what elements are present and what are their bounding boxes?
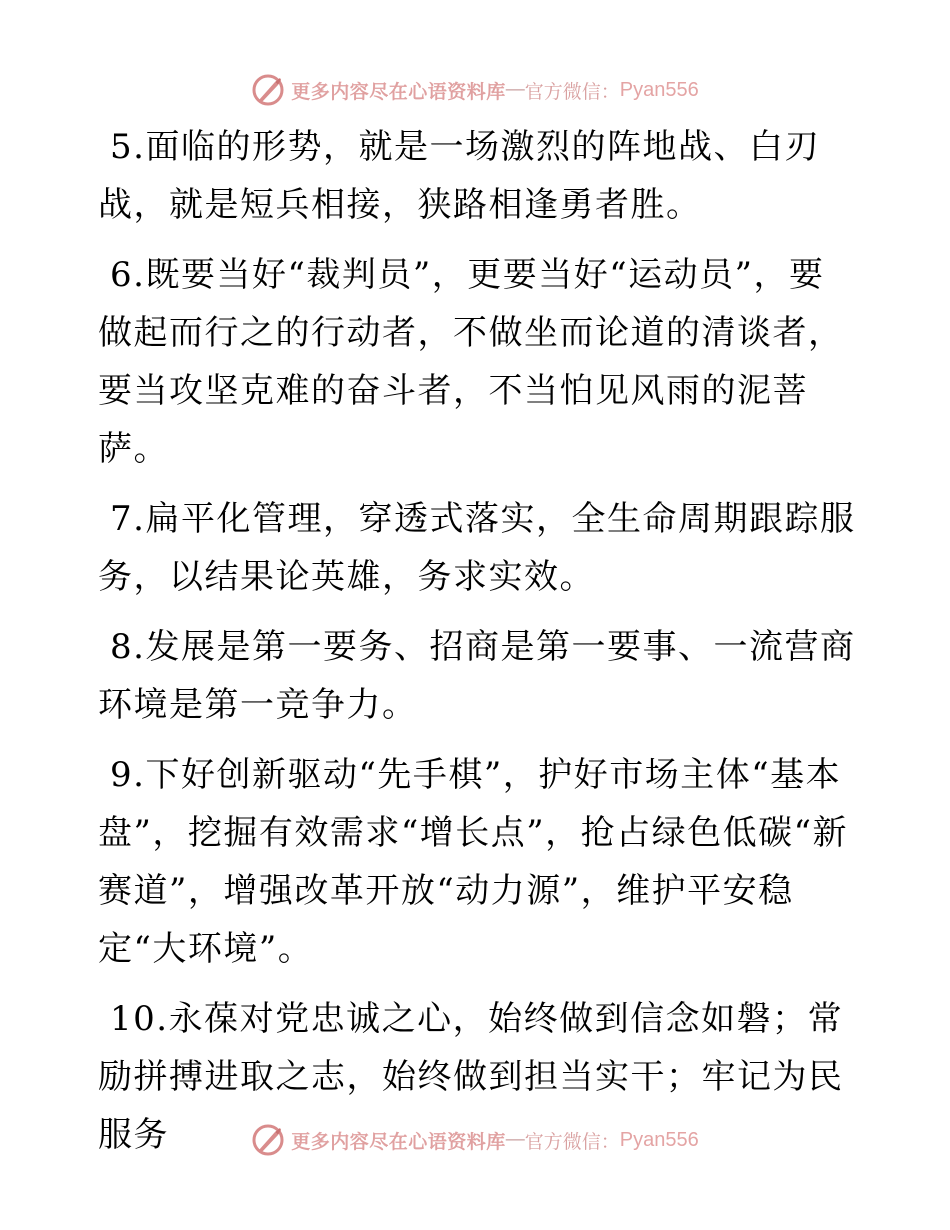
footer-watermark [0,1120,950,1160]
quill-pen-icon [251,73,285,107]
list-item: 6.既要当好“裁判员”，更要当好“运动员”，要做起而行之的行动者，不做坐而论道的清谈者，要当攻坚克难的奋斗者，不当怕见风雨的泥菩萨。 [98,255,844,469]
watermark-wechat-id: Pyan556 [619,78,699,101]
watermark-separator: — [505,1129,525,1150]
watermark-brand: 更多内容尽在心语资料库 [291,1130,506,1153]
list-item: 9.下好创新驱动“先手棋”，护好市场主体“基本盘”，挖掘有效需求“增长点”，抢占绿色低碳“新赛道”，增强改革开放“动力源”，维护平安稳定“大环境”。 [98,755,849,969]
list-item: 7.扁平化管理，穿透式落实，全生命周期跟踪服务，以结果论英雄，务求实效。 [98,499,856,597]
watermark-wechat-label: 官方微信： [524,80,620,103]
watermark-wechat-id: Pyan556 [619,1128,699,1151]
watermark-separator: — [505,79,525,100]
document-body [98,118,858,1176]
quill-pen-icon [251,1123,285,1157]
watermark-brand: 更多内容尽在心语资料库 [291,80,506,103]
list-item: 8.发展是第一要务、招商是第一要事、一流营商环境是第一竞争力。 [98,627,856,725]
header-watermark [0,70,950,110]
list-item: 10.永葆对党忠诚之心，始终做到信念如磐；常励拼搏进取之志，始终做到担当实干；牢记为民服务 [98,999,844,1155]
watermark-wechat-label: 官方微信： [524,1130,620,1153]
list-item: 5.面临的形势，就是一场激烈的阵地战、白刃战，就是短兵相接，狭路相逢勇者胜。 [98,127,820,225]
